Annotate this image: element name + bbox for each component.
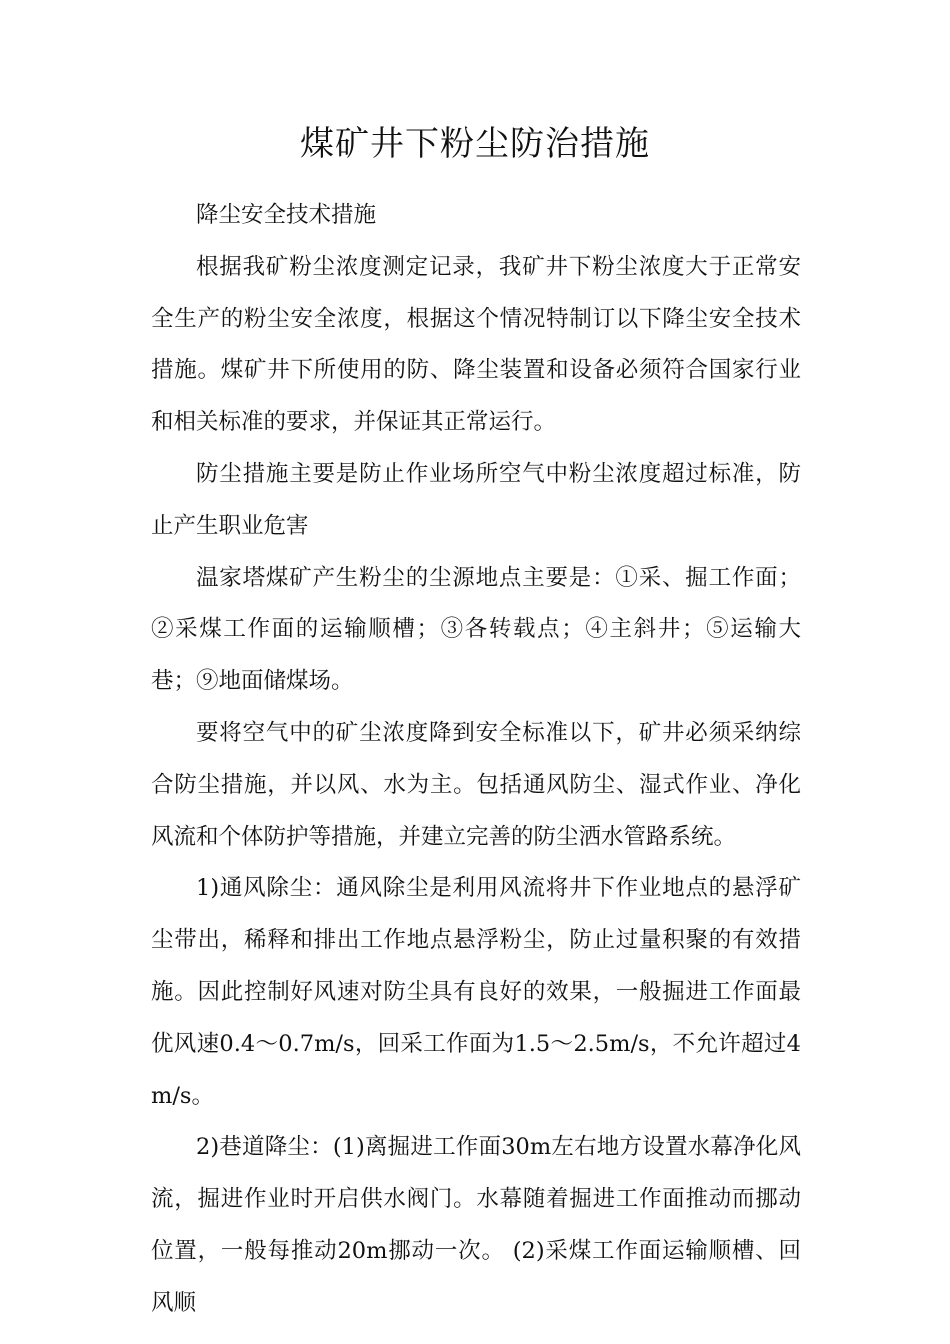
paragraph: 温家塔煤矿产生粉尘的尘源地点主要是：①采、掘工作面；②采煤工作面的运输顺槽；③各转载点；④主斜井；⑤运输大巷；⑨地面储煤场。 xyxy=(151,564,801,695)
paragraph: 要将空气中的矿尘浓度降到安全标准以下，矿井必须采纳综合防尘措施，并以风、水为主。包括通风防尘、湿式作业、净化风流和个体防护等措施，并建立完善的防尘洒水管路系统。 xyxy=(151,719,801,850)
paragraph: 1)通风除尘：通风除尘是利用风流将井下作业地点的悬浮矿尘带出，稀释和排出工作地点悬浮粉尘，防止过量积聚的有效措施。因此控制好风速对防尘具有良好的效果，一般掘进工作面最优风速0.4～0.7m/s，回采工作面为1.5～2.5m/s，不允许超过4m/s。 xyxy=(151,875,801,1109)
paragraph: 根据我矿粉尘浓度测定记录，我矿井下粉尘浓度大于正常安全生产的粉尘安全浓度，根据这个情况特制订以下降尘安全技术措施。煤矿井下所使用的防、降尘装置和设备必须符合国家行业和相关标准的要求，并保证其正常运行。 xyxy=(151,253,801,436)
paragraph: 防尘措施主要是防止作业场所空气中粉尘浓度超过标准，防止产生职业危害 xyxy=(151,460,801,539)
document-title: 煤矿井下粉尘防治措施 xyxy=(300,124,650,164)
document-body xyxy=(151,190,801,1330)
paragraph-heading: 降尘安全技术措施 xyxy=(196,202,377,228)
paragraph: 2)巷道降尘：(1)离掘进工作面30m左右地方设置水幕净化风流，掘进作业时开启供水阀门。水幕随着掘进工作面推动而挪动位置，一般每推动20m挪动一次。 (2)采煤工作面运输顺槽、回风顺 xyxy=(151,1134,801,1316)
